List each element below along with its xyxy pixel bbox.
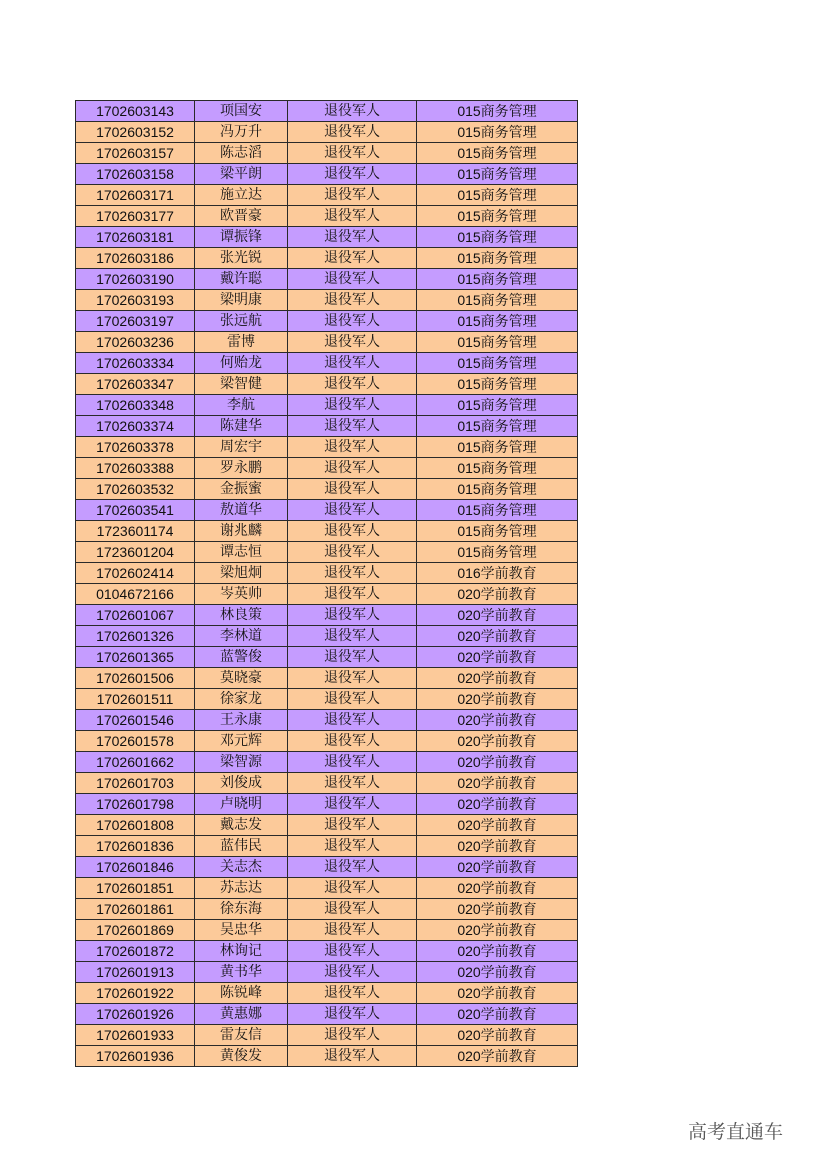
student-id-cell: 1702601578: [76, 731, 195, 752]
category-cell: 退役军人: [288, 101, 417, 122]
student-id-cell: 1702601933: [76, 1025, 195, 1046]
category-cell: 退役军人: [288, 479, 417, 500]
name-cell: 关志杰: [195, 857, 288, 878]
major-cell: 020学前教育: [417, 710, 578, 731]
table-row: [76, 899, 578, 920]
category-cell: 退役军人: [288, 731, 417, 752]
roster-table: [75, 100, 578, 1067]
name-cell: 张光锐: [195, 248, 288, 269]
major-cell: 015商务管理: [417, 374, 578, 395]
category-cell: 退役军人: [288, 878, 417, 899]
name-cell: 王永康: [195, 710, 288, 731]
category-cell: 退役军人: [288, 290, 417, 311]
category-cell: 退役军人: [288, 416, 417, 437]
table-row: [76, 353, 578, 374]
name-cell: 蓝伟民: [195, 836, 288, 857]
name-cell: 谢兆麟: [195, 521, 288, 542]
major-cell: 015商务管理: [417, 290, 578, 311]
name-cell: 林良策: [195, 605, 288, 626]
table-row: [76, 689, 578, 710]
major-cell: 020学前教育: [417, 941, 578, 962]
table-row: [76, 290, 578, 311]
table-row: [76, 710, 578, 731]
student-id-cell: 1702603152: [76, 122, 195, 143]
table-row: [76, 164, 578, 185]
category-cell: 退役军人: [288, 437, 417, 458]
major-cell: 020学前教育: [417, 899, 578, 920]
name-cell: 刘俊成: [195, 773, 288, 794]
category-cell: 退役军人: [288, 1025, 417, 1046]
table-row: [76, 395, 578, 416]
major-cell: 015商务管理: [417, 395, 578, 416]
name-cell: 谭志恒: [195, 542, 288, 563]
category-cell: 退役军人: [288, 605, 417, 626]
major-cell: 020学前教育: [417, 983, 578, 1004]
student-id-cell: 1702603541: [76, 500, 195, 521]
name-cell: 张远航: [195, 311, 288, 332]
student-id-cell: 1702601067: [76, 605, 195, 626]
major-cell: 015商务管理: [417, 353, 578, 374]
student-id-cell: 1702603157: [76, 143, 195, 164]
name-cell: 戴许聪: [195, 269, 288, 290]
category-cell: 退役军人: [288, 752, 417, 773]
student-id-cell: 1702601703: [76, 773, 195, 794]
name-cell: 何贻龙: [195, 353, 288, 374]
major-cell: 015商务管理: [417, 311, 578, 332]
name-cell: 周宏宇: [195, 437, 288, 458]
name-cell: 罗永鹏: [195, 458, 288, 479]
table-row: [76, 731, 578, 752]
category-cell: 退役军人: [288, 122, 417, 143]
name-cell: 欧晋豪: [195, 206, 288, 227]
name-cell: 蓝警俊: [195, 647, 288, 668]
name-cell: 陈建华: [195, 416, 288, 437]
table-row: [76, 143, 578, 164]
name-cell: 梁平朗: [195, 164, 288, 185]
major-cell: 020学前教育: [417, 857, 578, 878]
category-cell: 退役军人: [288, 920, 417, 941]
student-id-cell: 1702603181: [76, 227, 195, 248]
name-cell: 莫晓豪: [195, 668, 288, 689]
category-cell: 退役军人: [288, 311, 417, 332]
table-row: [76, 1025, 578, 1046]
table-row: [76, 479, 578, 500]
student-id-cell: 1702603374: [76, 416, 195, 437]
student-id-cell: 1702601861: [76, 899, 195, 920]
watermark-text: 高考直通车: [688, 1121, 784, 1143]
table-row: [76, 122, 578, 143]
major-cell: 015商务管理: [417, 500, 578, 521]
major-cell: 015商务管理: [417, 227, 578, 248]
major-cell: 015商务管理: [417, 542, 578, 563]
major-cell: 015商务管理: [417, 521, 578, 542]
student-id-cell: 1702601936: [76, 1046, 195, 1067]
category-cell: 退役军人: [288, 521, 417, 542]
student-id-cell: 1702603334: [76, 353, 195, 374]
table-row: [76, 752, 578, 773]
student-id-cell: 1702601846: [76, 857, 195, 878]
student-id-cell: 1702601326: [76, 626, 195, 647]
table-row: [76, 542, 578, 563]
name-cell: 梁智健: [195, 374, 288, 395]
student-id-cell: 1702601511: [76, 689, 195, 710]
student-id-cell: 1702601872: [76, 941, 195, 962]
student-id-cell: 1702603378: [76, 437, 195, 458]
student-id-cell: 1702602414: [76, 563, 195, 584]
category-cell: 退役军人: [288, 773, 417, 794]
category-cell: 退役军人: [288, 332, 417, 353]
table-row: [76, 248, 578, 269]
name-cell: 苏志达: [195, 878, 288, 899]
category-cell: 退役军人: [288, 1004, 417, 1025]
name-cell: 岑英帅: [195, 584, 288, 605]
table-row: [76, 878, 578, 899]
major-cell: 020学前教育: [417, 668, 578, 689]
table-row: [76, 269, 578, 290]
name-cell: 黄书华: [195, 962, 288, 983]
category-cell: 退役军人: [288, 794, 417, 815]
name-cell: 黄俊发: [195, 1046, 288, 1067]
category-cell: 退役军人: [288, 248, 417, 269]
student-id-cell: 1702601365: [76, 647, 195, 668]
table-row: [76, 647, 578, 668]
student-id-cell: 1702603348: [76, 395, 195, 416]
student-id-cell: 1702601808: [76, 815, 195, 836]
major-cell: 020学前教育: [417, 626, 578, 647]
table-row: [76, 584, 578, 605]
category-cell: 退役军人: [288, 353, 417, 374]
major-cell: 020学前教育: [417, 1046, 578, 1067]
table-row: [76, 794, 578, 815]
table-row: [76, 815, 578, 836]
table-row: [76, 563, 578, 584]
name-cell: 陈志滔: [195, 143, 288, 164]
major-cell: 020学前教育: [417, 605, 578, 626]
name-cell: 徐东海: [195, 899, 288, 920]
category-cell: 退役军人: [288, 458, 417, 479]
table-row: [76, 605, 578, 626]
student-id-cell: 1702603347: [76, 374, 195, 395]
table-row: [76, 101, 578, 122]
student-id-cell: 1702603388: [76, 458, 195, 479]
table-row: [76, 836, 578, 857]
student-id-cell: 1702603171: [76, 185, 195, 206]
category-cell: 退役军人: [288, 836, 417, 857]
student-id-cell: 1702603158: [76, 164, 195, 185]
student-id-cell: 1702603143: [76, 101, 195, 122]
major-cell: 015商务管理: [417, 122, 578, 143]
table-row: [76, 332, 578, 353]
roster-table-body: [76, 101, 578, 1067]
category-cell: 退役军人: [288, 962, 417, 983]
table-row: [76, 416, 578, 437]
category-cell: 退役军人: [288, 710, 417, 731]
major-cell: 020学前教育: [417, 815, 578, 836]
table-row: [76, 311, 578, 332]
table-row: [76, 773, 578, 794]
table-row: [76, 437, 578, 458]
category-cell: 退役军人: [288, 500, 417, 521]
student-id-cell: 1723601204: [76, 542, 195, 563]
category-cell: 退役军人: [288, 647, 417, 668]
major-cell: 020学前教育: [417, 920, 578, 941]
name-cell: 林询记: [195, 941, 288, 962]
major-cell: 020学前教育: [417, 773, 578, 794]
major-cell: 015商务管理: [417, 164, 578, 185]
major-cell: 020学前教育: [417, 1025, 578, 1046]
student-id-cell: 1702603532: [76, 479, 195, 500]
category-cell: 退役军人: [288, 206, 417, 227]
name-cell: 吴忠华: [195, 920, 288, 941]
major-cell: 020学前教育: [417, 647, 578, 668]
category-cell: 退役军人: [288, 269, 417, 290]
major-cell: 016学前教育: [417, 563, 578, 584]
student-id-cell: 0104672166: [76, 584, 195, 605]
major-cell: 020学前教育: [417, 731, 578, 752]
name-cell: 施立达: [195, 185, 288, 206]
table-row: [76, 857, 578, 878]
major-cell: 015商务管理: [417, 143, 578, 164]
name-cell: 戴志发: [195, 815, 288, 836]
name-cell: 黄惠娜: [195, 1004, 288, 1025]
table-row: [76, 206, 578, 227]
major-cell: 020学前教育: [417, 1004, 578, 1025]
category-cell: 退役军人: [288, 227, 417, 248]
student-id-cell: 1702601798: [76, 794, 195, 815]
major-cell: 020学前教育: [417, 878, 578, 899]
table-row: [76, 1046, 578, 1067]
category-cell: 退役军人: [288, 395, 417, 416]
category-cell: 退役军人: [288, 374, 417, 395]
student-id-cell: 1702601922: [76, 983, 195, 1004]
category-cell: 退役军人: [288, 815, 417, 836]
major-cell: 015商务管理: [417, 416, 578, 437]
student-id-cell: 1702601913: [76, 962, 195, 983]
student-id-cell: 1702603177: [76, 206, 195, 227]
category-cell: 退役军人: [288, 626, 417, 647]
name-cell: 卢晓明: [195, 794, 288, 815]
category-cell: 退役军人: [288, 164, 417, 185]
category-cell: 退役军人: [288, 563, 417, 584]
student-id-cell: 1702601662: [76, 752, 195, 773]
category-cell: 退役军人: [288, 983, 417, 1004]
student-id-cell: 1702601506: [76, 668, 195, 689]
category-cell: 退役军人: [288, 857, 417, 878]
name-cell: 敖道华: [195, 500, 288, 521]
name-cell: 金振蜜: [195, 479, 288, 500]
major-cell: 020学前教育: [417, 752, 578, 773]
major-cell: 015商务管理: [417, 248, 578, 269]
name-cell: 邓元辉: [195, 731, 288, 752]
category-cell: 退役军人: [288, 1046, 417, 1067]
name-cell: 陈锐峰: [195, 983, 288, 1004]
major-cell: 020学前教育: [417, 689, 578, 710]
table-row: [76, 962, 578, 983]
table-row: [76, 521, 578, 542]
category-cell: 退役军人: [288, 689, 417, 710]
name-cell: 李林道: [195, 626, 288, 647]
major-cell: 015商务管理: [417, 458, 578, 479]
student-id-cell: 1702603236: [76, 332, 195, 353]
table-row: [76, 500, 578, 521]
category-cell: 退役军人: [288, 143, 417, 164]
student-id-cell: 1702603186: [76, 248, 195, 269]
major-cell: 020学前教育: [417, 584, 578, 605]
name-cell: 项国安: [195, 101, 288, 122]
table-row: [76, 1004, 578, 1025]
name-cell: 徐家龙: [195, 689, 288, 710]
category-cell: 退役军人: [288, 899, 417, 920]
major-cell: 020学前教育: [417, 836, 578, 857]
student-id-cell: 1702601546: [76, 710, 195, 731]
table-row: [76, 983, 578, 1004]
table-row: [76, 227, 578, 248]
student-id-cell: 1702603197: [76, 311, 195, 332]
major-cell: 015商务管理: [417, 206, 578, 227]
name-cell: 冯万升: [195, 122, 288, 143]
major-cell: 015商务管理: [417, 185, 578, 206]
category-cell: 退役军人: [288, 941, 417, 962]
major-cell: 015商务管理: [417, 269, 578, 290]
student-id-cell: 1702601851: [76, 878, 195, 899]
student-id-cell: 1702603193: [76, 290, 195, 311]
table-row: [76, 185, 578, 206]
student-id-cell: 1702601926: [76, 1004, 195, 1025]
category-cell: 退役军人: [288, 185, 417, 206]
student-id-cell: 1702601869: [76, 920, 195, 941]
student-id-cell: 1702603190: [76, 269, 195, 290]
name-cell: 梁旭炯: [195, 563, 288, 584]
category-cell: 退役军人: [288, 542, 417, 563]
table-row: [76, 920, 578, 941]
table-row: [76, 626, 578, 647]
name-cell: 谭振锋: [195, 227, 288, 248]
category-cell: 退役军人: [288, 584, 417, 605]
name-cell: 雷博: [195, 332, 288, 353]
major-cell: 020学前教育: [417, 962, 578, 983]
name-cell: 雷友信: [195, 1025, 288, 1046]
name-cell: 梁明康: [195, 290, 288, 311]
student-id-cell: 1702601836: [76, 836, 195, 857]
student-id-cell: 1723601174: [76, 521, 195, 542]
name-cell: 梁智源: [195, 752, 288, 773]
table-row: [76, 941, 578, 962]
table-row: [76, 668, 578, 689]
major-cell: 020学前教育: [417, 794, 578, 815]
table-row: [76, 458, 578, 479]
major-cell: 015商务管理: [417, 101, 578, 122]
major-cell: 015商务管理: [417, 437, 578, 458]
category-cell: 退役军人: [288, 668, 417, 689]
major-cell: 015商务管理: [417, 332, 578, 353]
name-cell: 李航: [195, 395, 288, 416]
major-cell: 015商务管理: [417, 479, 578, 500]
table-row: [76, 374, 578, 395]
